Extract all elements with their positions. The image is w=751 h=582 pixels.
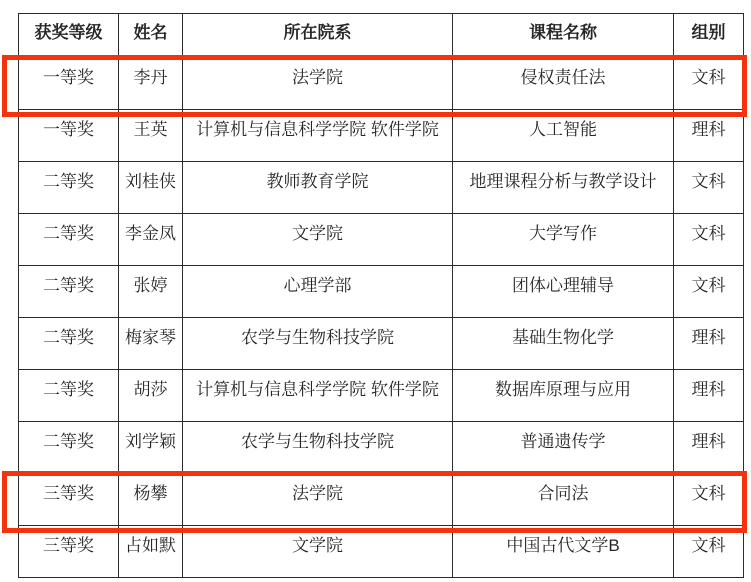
table-row [19,370,744,422]
header-course-name: 课程名称 [453,14,674,58]
cell-department: 计算机与信息科学学院 软件学院 [183,110,453,162]
cell-department: 农学与生物科技学院 [183,422,453,474]
cell-award-level: 二等奖 [19,370,119,422]
cell-department: 文学院 [183,526,453,578]
cell-course-name: 普通遗传学 [453,422,674,474]
cell-department: 法学院 [183,474,453,526]
cell-group: 理科 [674,370,744,422]
cell-name: 刘桂侠 [119,162,183,214]
cell-group: 文科 [674,526,744,578]
cell-name: 占如默 [119,526,183,578]
cell-course-name: 大学写作 [453,214,674,266]
cell-name: 李丹 [119,58,183,110]
cell-award-level: 三等奖 [19,526,119,578]
table-row [19,422,744,474]
cell-group: 文科 [674,266,744,318]
cell-award-level: 一等奖 [19,110,119,162]
cell-award-level: 二等奖 [19,162,119,214]
cell-course-name: 侵权责任法 [453,58,674,110]
cell-award-level: 一等奖 [19,58,119,110]
cell-award-level: 二等奖 [19,422,119,474]
cell-award-level: 二等奖 [19,318,119,370]
cell-course-name: 中国古代文学B [453,526,674,578]
cell-award-level: 二等奖 [19,214,119,266]
table-row [19,214,744,266]
header-award-level: 获奖等级 [19,14,119,58]
table-header-row [19,14,744,58]
cell-course-name: 基础生物化学 [453,318,674,370]
table-row [19,318,744,370]
cell-group: 理科 [674,110,744,162]
cell-course-name: 地理课程分析与教学设计 [453,162,674,214]
table-row [19,526,744,578]
cell-department: 计算机与信息科学学院 软件学院 [183,370,453,422]
cell-course-name: 人工智能 [453,110,674,162]
header-group: 组别 [674,14,744,58]
awards-table [18,13,744,578]
cell-department: 心理学部 [183,266,453,318]
table-row [19,110,744,162]
cell-department: 文学院 [183,214,453,266]
cell-department: 法学院 [183,58,453,110]
cell-name: 刘学颖 [119,422,183,474]
table-row [19,58,744,110]
cell-group: 文科 [674,162,744,214]
table-row [19,266,744,318]
table-row [19,162,744,214]
header-department: 所在院系 [183,14,453,58]
header-name: 姓名 [119,14,183,58]
cell-course-name: 数据库原理与应用 [453,370,674,422]
cell-name: 梅家琴 [119,318,183,370]
cell-group: 文科 [674,214,744,266]
cell-name: 张婷 [119,266,183,318]
cell-department: 农学与生物科技学院 [183,318,453,370]
cell-group: 文科 [674,58,744,110]
cell-name: 胡莎 [119,370,183,422]
cell-course-name: 团体心理辅导 [453,266,674,318]
cell-name: 李金凤 [119,214,183,266]
cell-name: 杨攀 [119,474,183,526]
cell-award-level: 三等奖 [19,474,119,526]
cell-department: 教师教育学院 [183,162,453,214]
cell-group: 理科 [674,422,744,474]
cell-award-level: 二等奖 [19,266,119,318]
cell-group: 文科 [674,474,744,526]
cell-group: 理科 [674,318,744,370]
table-row [19,474,744,526]
cell-course-name: 合同法 [453,474,674,526]
cell-name: 王英 [119,110,183,162]
